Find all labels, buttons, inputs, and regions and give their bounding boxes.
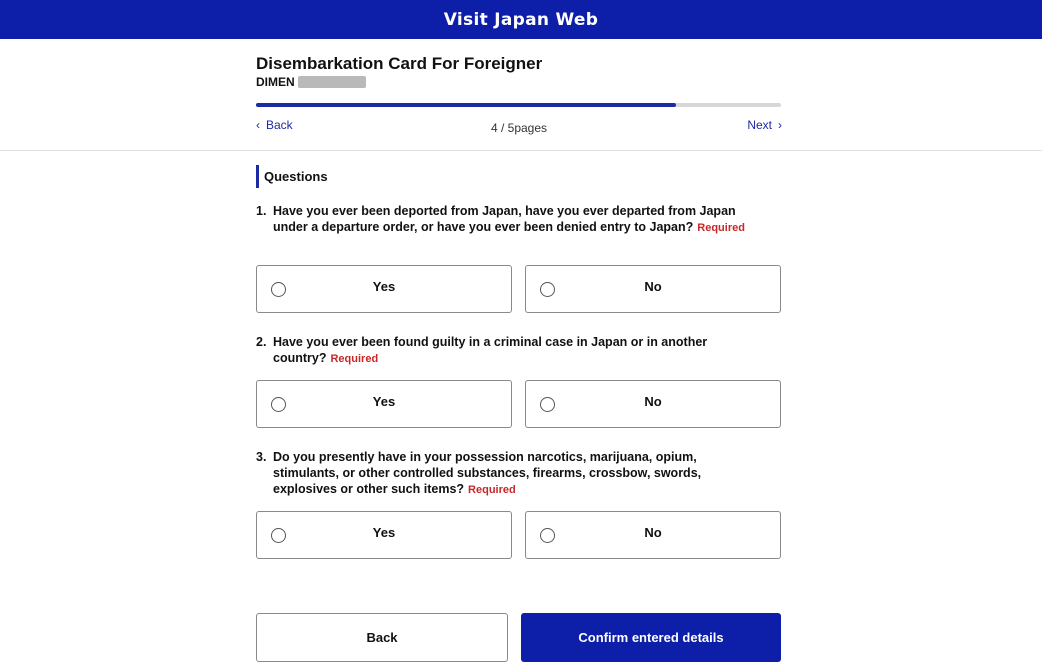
question-text: Have you ever been deported from Japan, have you ever departed from Japan under a departure order, or have you ever been denied entry to Japan? <box>273 204 736 234</box>
question-number: 1. <box>256 204 267 218</box>
q1-option-yes[interactable] <box>256 265 512 313</box>
question-number: 2. <box>256 335 267 349</box>
radio-icon[interactable] <box>271 397 286 412</box>
question-1 <box>256 203 756 236</box>
nav-next-link[interactable] <box>747 118 782 132</box>
question-text: Have you ever been found guilty in a criminal case in Japan or in another country? <box>273 335 708 365</box>
section-title: Questions <box>264 169 328 184</box>
redacted-name-block <box>298 76 366 88</box>
traveler-name: DIMEN <box>256 75 295 89</box>
page-indicator: 4 / 5pages <box>490 121 548 135</box>
option-label: No <box>644 278 662 294</box>
q1-option-no[interactable] <box>525 265 781 313</box>
chevron-left-icon: ‹ <box>256 118 260 132</box>
card-header <box>256 54 782 89</box>
question-number: 3. <box>256 450 267 464</box>
q2-option-yes[interactable] <box>256 380 512 428</box>
section-heading <box>256 165 328 188</box>
question-2 <box>256 334 756 367</box>
header-divider <box>0 150 1042 151</box>
radio-icon[interactable] <box>540 282 555 297</box>
question-text: Do you presently have in your possession narcotics, marijuana, opium, stimulants, or other controlled substances, firearms, crossbow, swords, explosives or other such items? <box>273 450 702 496</box>
radio-icon[interactable] <box>271 528 286 543</box>
back-button[interactable] <box>256 613 508 662</box>
back-button-label: Back <box>366 630 398 645</box>
page-navigation <box>256 118 782 136</box>
nav-next-label: Next <box>747 118 772 132</box>
question-3 <box>256 449 756 498</box>
radio-icon[interactable] <box>540 528 555 543</box>
radio-icon[interactable] <box>271 282 286 297</box>
q2-option-no[interactable] <box>525 380 781 428</box>
traveler-name-row <box>256 75 782 89</box>
required-label: Required <box>468 484 516 496</box>
option-label: No <box>644 393 662 409</box>
option-label: Yes <box>372 278 396 294</box>
q3-option-no[interactable] <box>525 511 781 559</box>
required-label: Required <box>697 222 745 234</box>
option-label: Yes <box>372 393 396 409</box>
app-header <box>0 0 1042 39</box>
progress-bar <box>256 103 781 107</box>
page-title: Disembarkation Card For Foreigner <box>256 54 543 73</box>
q3-option-yes[interactable] <box>256 511 512 559</box>
option-label: No <box>644 524 662 540</box>
radio-icon[interactable] <box>540 397 555 412</box>
progress-bar-fill <box>256 103 676 107</box>
required-label: Required <box>330 353 379 365</box>
confirm-button[interactable] <box>521 613 781 662</box>
chevron-right-icon: › <box>778 118 782 132</box>
nav-back-label: Back <box>266 118 293 132</box>
confirm-button-label: Confirm entered details <box>578 630 724 645</box>
option-label: Yes <box>372 524 396 540</box>
app-title: Visit Japan Web <box>443 9 599 30</box>
